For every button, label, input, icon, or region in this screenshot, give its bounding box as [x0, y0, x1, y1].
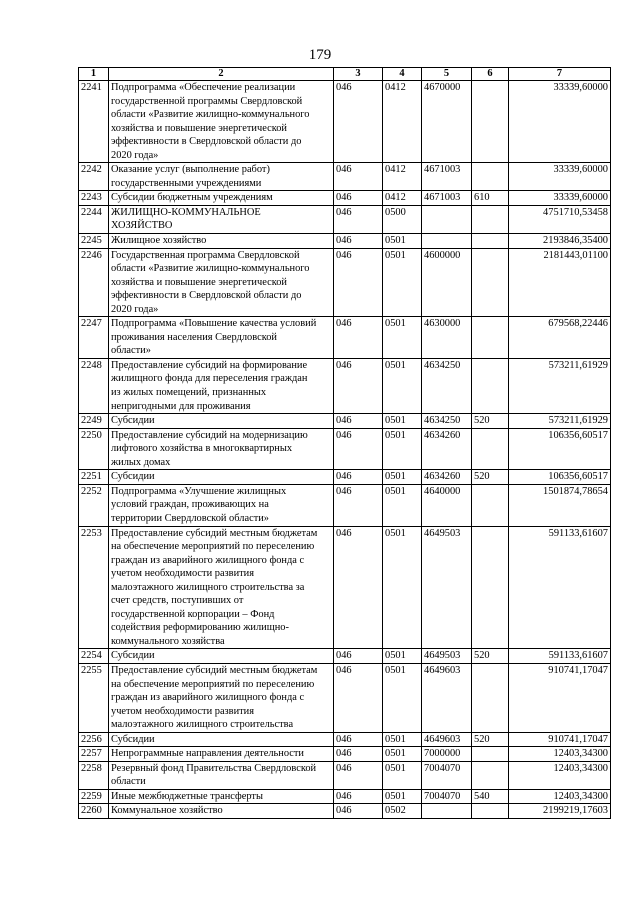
row-section-code-cell: 0501 [383, 649, 422, 664]
row-target-code-cell: 4640000 [422, 484, 472, 526]
row-ministry-code-cell: 046 [334, 804, 383, 819]
row-number-cell: 2243 [79, 191, 109, 206]
row-section-code-cell: 0501 [383, 358, 422, 413]
table-row [79, 761, 611, 789]
row-expense-type-cell: 520 [472, 470, 509, 485]
row-amount-cell: 573211,61929 [509, 358, 611, 413]
row-number-cell: 2254 [79, 649, 109, 664]
row-section-code-cell: 0500 [383, 205, 422, 233]
row-target-code-cell: 4671003 [422, 163, 472, 191]
row-target-code-cell: 4649503 [422, 526, 472, 649]
page-number: 179 [308, 47, 332, 63]
table-row [79, 358, 611, 413]
row-amount-cell: 12403,34300 [509, 789, 611, 804]
row-number-cell: 2257 [79, 747, 109, 762]
row-ministry-code-cell: 046 [334, 649, 383, 664]
row-amount-cell: 33339,60000 [509, 163, 611, 191]
row-name-cell: Оказание услуг (выполнение работ) государственными учреждениями [109, 163, 334, 191]
row-number-cell: 2255 [79, 663, 109, 732]
row-amount-cell: 2193846,35400 [509, 234, 611, 249]
row-number-cell: 2250 [79, 428, 109, 470]
row-expense-type-cell [472, 358, 509, 413]
row-name-cell: Субсидии [109, 414, 334, 429]
row-ministry-code-cell: 046 [334, 248, 383, 317]
row-section-code-cell: 0501 [383, 747, 422, 762]
row-expense-type-cell [472, 526, 509, 649]
row-name-cell: Субсидии [109, 470, 334, 485]
row-expense-type-cell [472, 234, 509, 249]
row-name-cell: Подпрограмма «Улучшение жилищных условий граждан, проживающих на территории Свердловской области» [109, 484, 334, 526]
row-name-cell: Подпрограмма «Обеспечение реализации государственной программы Свердловской области «Развитие жилищно-коммунального хозяйства и повышение энергетической эффективности в Свердловской области до 2020 года» [109, 81, 334, 163]
row-section-code-cell: 0501 [383, 414, 422, 429]
table-row [79, 81, 611, 163]
row-expense-type-cell [472, 804, 509, 819]
row-number-cell: 2249 [79, 414, 109, 429]
row-number-cell: 2258 [79, 761, 109, 789]
row-name-cell: Иные межбюджетные трансферты [109, 789, 334, 804]
row-section-code-cell: 0502 [383, 804, 422, 819]
row-ministry-code-cell: 046 [334, 484, 383, 526]
row-ministry-code-cell: 046 [334, 163, 383, 191]
row-number-cell: 2256 [79, 732, 109, 747]
row-name-cell: Субсидии [109, 649, 334, 664]
row-target-code-cell: 4634250 [422, 358, 472, 413]
row-number-cell: 2247 [79, 317, 109, 359]
row-target-code-cell: 4671003 [422, 191, 472, 206]
row-number-cell: 2246 [79, 248, 109, 317]
row-section-code-cell: 0412 [383, 163, 422, 191]
table-row [79, 248, 611, 317]
row-expense-type-cell [472, 484, 509, 526]
row-expense-type-cell: 520 [472, 414, 509, 429]
table-row [79, 428, 611, 470]
table-row [79, 526, 611, 649]
row-target-code-cell: 4630000 [422, 317, 472, 359]
row-ministry-code-cell: 046 [334, 526, 383, 649]
row-section-code-cell: 0501 [383, 789, 422, 804]
table-row [79, 317, 611, 359]
header-col-6: 6 [472, 68, 509, 81]
row-name-cell: Жилищное хозяйство [109, 234, 334, 249]
row-expense-type-cell [472, 163, 509, 191]
row-name-cell: Резервный фонд Правительства Свердловской области [109, 761, 334, 789]
row-ministry-code-cell: 046 [334, 81, 383, 163]
row-expense-type-cell [472, 317, 509, 359]
row-amount-cell: 591133,61607 [509, 526, 611, 649]
row-target-code-cell: 4649603 [422, 663, 472, 732]
row-expense-type-cell [472, 81, 509, 163]
header-col-5: 5 [422, 68, 472, 81]
row-amount-cell: 106356,60517 [509, 470, 611, 485]
row-expense-type-cell: 610 [472, 191, 509, 206]
header-col-1: 1 [79, 68, 109, 81]
header-col-3: 3 [334, 68, 383, 81]
header-row [79, 68, 611, 81]
row-ministry-code-cell: 046 [334, 470, 383, 485]
row-expense-type-cell: 520 [472, 732, 509, 747]
row-name-cell: Государственная программа Свердловской области «Развитие жилищно-коммунального хозяйства и повышение энергетической эффективности в Свердловской области до 2020 года» [109, 248, 334, 317]
row-ministry-code-cell: 046 [334, 234, 383, 249]
row-ministry-code-cell: 046 [334, 732, 383, 747]
row-name-cell: Непрограммные направления деятельности [109, 747, 334, 762]
row-ministry-code-cell: 046 [334, 663, 383, 732]
row-target-code-cell [422, 804, 472, 819]
table-row [79, 163, 611, 191]
row-name-cell: ЖИЛИЩНО-КОММУНАЛЬНОЕ ХОЗЯЙСТВО [109, 205, 334, 233]
row-number-cell: 2252 [79, 484, 109, 526]
row-section-code-cell: 0501 [383, 526, 422, 649]
row-target-code-cell: 4649503 [422, 649, 472, 664]
table-row [79, 205, 611, 233]
row-target-code-cell: 7004070 [422, 789, 472, 804]
row-number-cell: 2251 [79, 470, 109, 485]
row-section-code-cell: 0501 [383, 732, 422, 747]
table-row [79, 732, 611, 747]
row-target-code-cell: 4649603 [422, 732, 472, 747]
row-number-cell: 2242 [79, 163, 109, 191]
row-amount-cell: 106356,60517 [509, 428, 611, 470]
row-expense-type-cell [472, 663, 509, 732]
row-expense-type-cell [472, 761, 509, 789]
row-target-code-cell: 4634250 [422, 414, 472, 429]
table-row [79, 789, 611, 804]
table-row [79, 414, 611, 429]
row-number-cell: 2244 [79, 205, 109, 233]
row-name-cell: Предоставление субсидий местным бюджетам на обеспечение мероприятий по переселению граждан из аварийного жилищного фонда с учетом необходимости развития малоэтажного жилищного строительства за счет средств, поступивших от государственной корпорации – Фонд содействия реформированию жилищно- коммунального хозяйства [109, 526, 334, 649]
row-name-cell: Предоставление субсидий на формирование жилищного фонда для переселения граждан из жилых помещений, признанных непригодными для проживания [109, 358, 334, 413]
table-row [79, 191, 611, 206]
row-amount-cell: 12403,34300 [509, 761, 611, 789]
row-ministry-code-cell: 046 [334, 761, 383, 789]
row-amount-cell: 33339,60000 [509, 81, 611, 163]
header-col-7: 7 [509, 68, 611, 81]
table-row [79, 804, 611, 819]
table-row [79, 470, 611, 485]
row-expense-type-cell: 520 [472, 649, 509, 664]
row-ministry-code-cell: 046 [334, 747, 383, 762]
row-expense-type-cell: 540 [472, 789, 509, 804]
row-target-code-cell: 7000000 [422, 747, 472, 762]
row-target-code-cell: 7004070 [422, 761, 472, 789]
row-amount-cell: 910741,17047 [509, 663, 611, 732]
row-amount-cell: 33339,60000 [509, 191, 611, 206]
row-name-cell: Предоставление субсидий на модернизацию лифтового хозяйства в многоквартирных жилых домах [109, 428, 334, 470]
row-ministry-code-cell: 046 [334, 317, 383, 359]
row-amount-cell: 1501874,78654 [509, 484, 611, 526]
row-number-cell: 2260 [79, 804, 109, 819]
row-amount-cell: 910741,17047 [509, 732, 611, 747]
row-number-cell: 2245 [79, 234, 109, 249]
row-section-code-cell: 0501 [383, 317, 422, 359]
row-amount-cell: 12403,34300 [509, 747, 611, 762]
row-section-code-cell: 0501 [383, 663, 422, 732]
row-name-cell: Коммунальное хозяйство [109, 804, 334, 819]
row-expense-type-cell [472, 205, 509, 233]
row-name-cell: Субсидии бюджетным учреждениям [109, 191, 334, 206]
row-amount-cell: 573211,61929 [509, 414, 611, 429]
row-section-code-cell: 0501 [383, 428, 422, 470]
row-target-code-cell: 4600000 [422, 248, 472, 317]
row-section-code-cell: 0501 [383, 761, 422, 789]
row-number-cell: 2241 [79, 81, 109, 163]
row-section-code-cell: 0412 [383, 81, 422, 163]
row-expense-type-cell [472, 428, 509, 470]
table-row [79, 484, 611, 526]
header-col-4: 4 [383, 68, 422, 81]
row-ministry-code-cell: 046 [334, 358, 383, 413]
row-target-code-cell: 4634260 [422, 470, 472, 485]
table-row [79, 649, 611, 664]
row-amount-cell: 2181443,01100 [509, 248, 611, 317]
row-number-cell: 2248 [79, 358, 109, 413]
row-ministry-code-cell: 046 [334, 414, 383, 429]
row-section-code-cell: 0501 [383, 234, 422, 249]
table-row [79, 747, 611, 762]
row-amount-cell: 4751710,53458 [509, 205, 611, 233]
row-ministry-code-cell: 046 [334, 205, 383, 233]
row-section-code-cell: 0412 [383, 191, 422, 206]
row-section-code-cell: 0501 [383, 484, 422, 526]
row-expense-type-cell [472, 747, 509, 762]
row-ministry-code-cell: 046 [334, 191, 383, 206]
row-target-code-cell [422, 205, 472, 233]
row-number-cell: 2253 [79, 526, 109, 649]
budget-table [78, 67, 611, 819]
row-name-cell: Субсидии [109, 732, 334, 747]
row-amount-cell: 591133,61607 [509, 649, 611, 664]
header-col-2: 2 [109, 68, 334, 81]
row-section-code-cell: 0501 [383, 470, 422, 485]
row-name-cell: Подпрограмма «Повышение качества условий проживания населения Свердловской области» [109, 317, 334, 359]
row-ministry-code-cell: 046 [334, 789, 383, 804]
row-name-cell: Предоставление субсидий местным бюджетам на обеспечение мероприятий по переселению граждан из аварийного жилищного фонда с учетом необходимости развития малоэтажного жилищного строительства [109, 663, 334, 732]
row-number-cell: 2259 [79, 789, 109, 804]
row-ministry-code-cell: 046 [334, 428, 383, 470]
table-row [79, 234, 611, 249]
row-target-code-cell [422, 234, 472, 249]
row-amount-cell: 2199219,17603 [509, 804, 611, 819]
row-amount-cell: 679568,22446 [509, 317, 611, 359]
row-section-code-cell: 0501 [383, 248, 422, 317]
row-expense-type-cell [472, 248, 509, 317]
row-target-code-cell: 4670000 [422, 81, 472, 163]
row-target-code-cell: 4634260 [422, 428, 472, 470]
table-row [79, 663, 611, 732]
